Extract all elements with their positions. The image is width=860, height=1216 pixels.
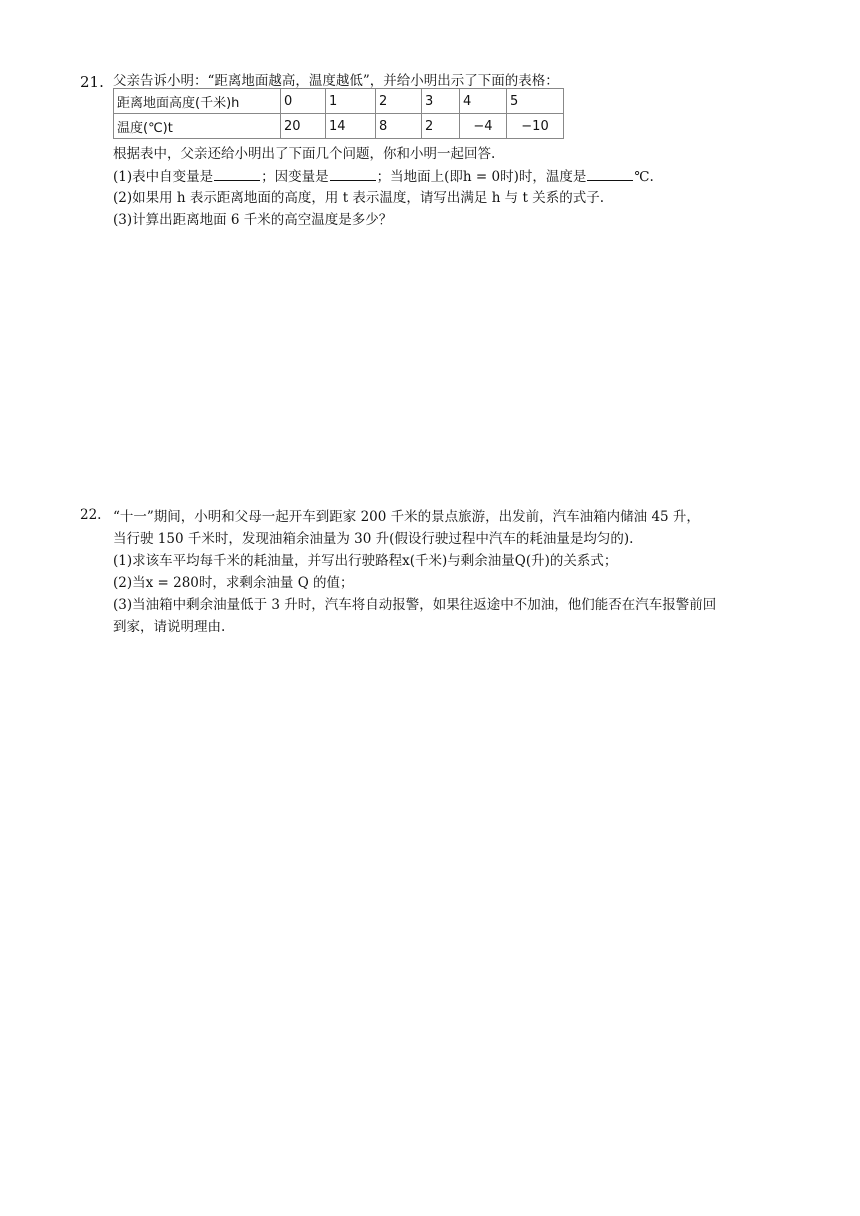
sub-question-1-text-b: ；因变量是 [261,169,329,185]
table-row [114,89,564,114]
sub-question-3-line-1: (3)当油箱中剩余油量低于 3 升时，汽车将自动报警，如果往返途中不加油，他们能否在汽车报警前回 [113,597,717,613]
sub-question-3: (3)计算出距离地面 6 千米的高空温度是多少？ [113,212,393,228]
data-table [113,88,564,139]
table-cell: 4 [460,89,507,114]
table-row [114,114,564,139]
table-cell: 2 [376,89,422,114]
table-cell: 3 [422,89,460,114]
table-row-header: 温度(℃)t [114,114,281,139]
sub-question-3-line-2: 到家，请说明理由. [113,619,226,635]
question-number: 21. [80,73,104,91]
question-text-line-2: 当行驶 150 千米时，发现油箱余油量为 30 升(假设行驶过程中汽车的耗油量是均匀的). [113,531,634,547]
sub-question-2: (2)如果用 h 表示距离地面的高度，用 t 表示温度，请写出满足 h 与 t 关系的式子. [113,190,604,206]
question-intro: 父亲告诉小明：“距离地面越高，温度越低”，并给小明出示了下面的表格： [113,73,559,89]
table-row-header: 距离地面高度(千米)h [114,89,281,114]
sub-question-1-text-c: ；当地面上(即h = 0时)时，温度是 [376,169,587,185]
sub-question-1: (1)求该车平均每千米的耗油量，并写出行驶路程x(千米)与剩余油量Q(升)的关系式； [113,553,618,569]
table-cell: −10 [507,114,564,139]
table-cell: 14 [326,114,376,139]
table-cell: 8 [376,114,422,139]
question-number: 22. [80,507,102,523]
answer-blank[interactable] [214,166,260,181]
table-cell: 0 [281,89,326,114]
question-text-line-1: “十一”期间，小明和父母一起开车到距家 200 千米的景点旅游，出发前，汽车油箱内储油 45 升， [113,509,700,525]
answer-blank[interactable] [330,166,376,181]
question-lead: 根据表中，父亲还给小明出了下面几个问题，你和小明一起回答. [113,146,496,162]
table-cell: 20 [281,114,326,139]
sub-question-1-text-a: (1)表中自变量是 [113,169,214,185]
sub-question-1 [113,166,654,187]
sub-question-2: (2)当x = 280时，求剩余油量 Q 的值； [113,575,354,591]
table-cell: 2 [422,114,460,139]
table-cell: 5 [507,89,564,114]
table-cell: 1 [326,89,376,114]
sub-question-1-text-d: ℃. [634,169,654,185]
answer-blank[interactable] [587,166,633,181]
table-cell: −4 [460,114,507,139]
